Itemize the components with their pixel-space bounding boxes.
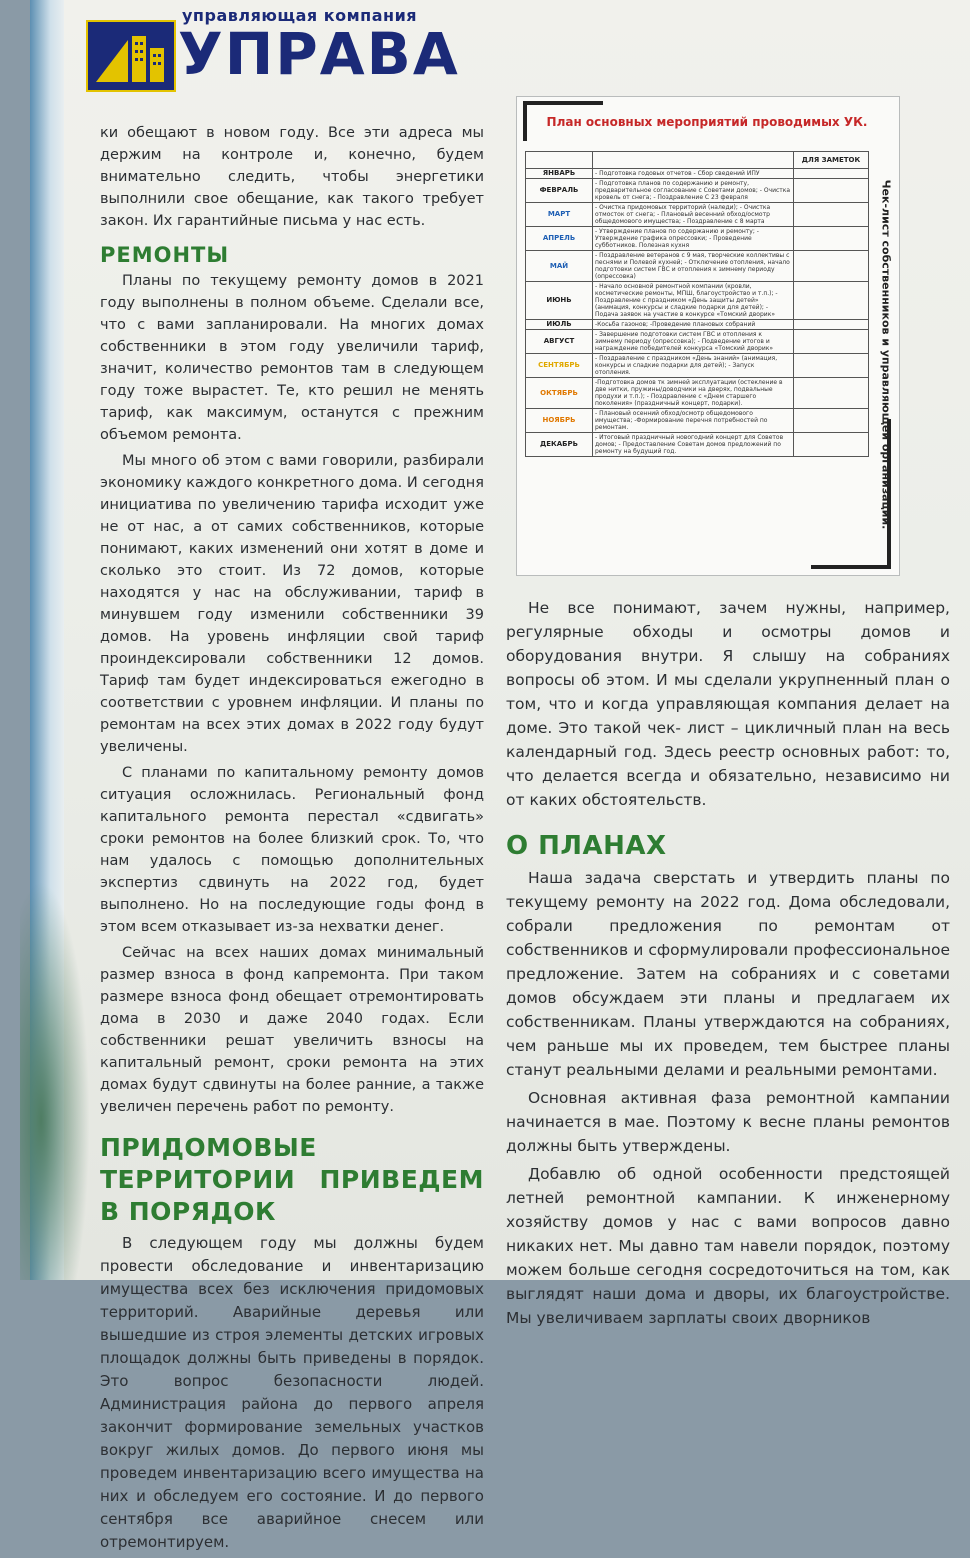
activity-cell: -Подготовка домов тк зимней эксплуатации (остекление в две нитки, пружины/доводчики на дверях, подвальные продухи и т.п.); - Поздравление с «Днем старшего поколения» (праздничный концерт, подарки). (593, 378, 794, 409)
notes-cell (794, 179, 869, 203)
notes-cell (794, 409, 869, 433)
paragraph: Мы много об этом с вами говорили, разбирали экономику каждого конкретного дома. И сегодня инициатива по увеличению тарифа исходит уже не от нас, а от самих собственников, которые понимают, каких изменений они хотят в доме и сколько это стоит. Из 72 домов, которые находятся у нас на обслуживании, тариф в минувшем году изменили собственники 39 домов. На уровень инфляции свой тариф проиндексировали собственники 12 домов. Тариф там будет индексироваться ежегодно в соответствии с уровнем инфляции. И планы по ремонтам на всех этих домах в 2022 году будут увеличены. (100, 453, 484, 755)
notes-cell (794, 203, 869, 227)
table-header-row (526, 152, 869, 169)
table-row (526, 282, 869, 320)
magazine-page (30, 0, 970, 1551)
notes-cell (794, 251, 869, 282)
notes-cell (794, 320, 869, 330)
activity-cell: - Завершение подготовки систем ГВС и отопления к зимнему периоду (опрессовка); - Подведение итогов и награждение победителей конкурса «Томский дворик» (593, 330, 794, 354)
notes-cell (794, 354, 869, 378)
activity-cell: - Поздравление ветеранов с 9 мая, творческие коллективы с песнями и Полевой кухней; - Отключение отопления, начало подготовки систем ГВС и отопления к зимнему периоду (опрессовка) (593, 251, 794, 282)
month-cell: ЯНВАРЬ (526, 169, 593, 179)
activity-cell: - Поздравление с праздником «День знаний» (анимация, конкурсы и сладкие подарки для детей); - Запуск отопления. (593, 354, 794, 378)
paragraph: Добавлю об одной особенности предстоящей летней ремонтной кампании. К инженерному хозяйству домов у нас с вами вопросов давно никаких нет. Мы давно там навели порядок, поэтому можем больше сегодня сосредоточиться на том, как выглядят наши дома и дворы, их благоустройстве. Мы увеличиваем зарплаты своих дворников (506, 1165, 950, 1327)
table-row (526, 354, 869, 378)
month-cell: МАРТ (526, 203, 593, 227)
month-header (526, 152, 593, 169)
paragraph: Не все понимают, зачем нужны, например, регулярные обходы и осмотры домов и оборудования внутри. Я слышу на собраниях вопросы об этом. И мы сделали укрупненный план о том, что и когда управляющая компания делает на доме. Это такой чек- лист – цикличный план на весь календарный год. Здесь реестр основных работ: то, что делается всегда и обязательно, независимо ни от каких обстоятельств. (506, 599, 950, 809)
logo-title: УПРАВА (178, 20, 460, 88)
month-cell: СЕНТЯБРЬ (526, 354, 593, 378)
month-cell: ИЮЛЬ (526, 320, 593, 330)
month-cell: МАЙ (526, 251, 593, 282)
notes-cell (794, 330, 869, 354)
month-cell: ДЕКАБРЬ (526, 433, 593, 457)
building-emblem-icon (86, 20, 176, 92)
activity-cell: - Утверждение планов по содержанию и ремонту; - Утверждение графика опрессовки; - Проведение субботников. Полезная кухня (593, 227, 794, 251)
plan-title: План основных мероприятий проводимых УК. (546, 115, 868, 129)
table-row (526, 203, 869, 227)
paragraph: В следующем году мы должны будем провести обследование и инвентаризацию имущества всех без исключения придомовых территорий. Аварийные деревья или вышедшие из строя элементы детских игровых площадок должны быть приведены в порядок. Это вопрос безопасности людей. Администрация района до первого апреля закончит формирование земельных участков вокруг жилых домов. До первого июня мы проведем инвентаризацию всего имущества на них и обследуем его состояние. И до первого сентября все аварийное снесем или отремонтируем. (100, 1234, 484, 1551)
paragraph: Основная активная фаза ремонтной кампании начинается в мае. Поэтому к весне планы ремонтов должны быть утверждены. (506, 1089, 950, 1155)
activity-cell: - Очистка придомовых территорий (наледи); - Очистка отмосток от снега; - Плановый весенний обход/осмотр общедомового имущества; - Поздравление с 8 марта (593, 203, 794, 227)
notes-header: ДЛЯ ЗАМЕТОК (794, 152, 869, 169)
activity-cell: - Подготовка планов по содержанию и ремонту, предварительное согласование с Советами домов; - Очистка кровель от снега; - Поздравление С 23 февраля (593, 179, 794, 203)
paragraph: Сейчас на всех наших домах минимальный размер взноса в фонд капремонта. При таком размере взноса фонд обещает отремонтировать дома в 2030 и даже 2040 годах. Если собственники решат увеличить взносы на капитальный ремонт, сроки ремонта на этих домах будут сдвинуты на более ранние, а также увеличен перечень работ по ремонту. (100, 945, 484, 1115)
table-row (526, 330, 869, 354)
activity-cell: - Подготовка годовых отчетов - Сбор сведений ИПУ (593, 169, 794, 179)
table-row (526, 227, 869, 251)
activity-cell: - Итоговый праздничный новогодний концерт для Советов домов; - Предоставление Советам домов предложений по ремонту на будущий год. (593, 433, 794, 457)
notes-cell (794, 378, 869, 409)
plan-table (525, 151, 869, 457)
paragraph: С планами по капитальному ремонту домов ситуация осложнилась. Региональный фонд капитального ремонта перестал «сдвигать» сроки ремонтов на более близкий срок. То, что нам удалось с помощью дополнительных экспертиз сдвинуть на 2022 год, будет выполнено. Но на последующие годы фонд в этом всем отказывает из-за нехватки денег. (100, 765, 484, 935)
activity-cell: - Начало основной ремонтной компании (кровли, косметические ремонты, МПШ, благоустройство и т.п.); - Поздравление с праздником «День защиты детей» (анимация, конкурсы и сладкие подарки для детей); - Подача заявок на участие в конкурсе «Томский дворик» (593, 282, 794, 320)
notes-cell (794, 282, 869, 320)
activity-cell: -Косьба газонов; -Проведение плановых собраний (593, 320, 794, 330)
plan-checklist-box (516, 96, 900, 576)
month-cell: АПРЕЛЬ (526, 227, 593, 251)
paragraph: Наша задача сверстать и утвердить планы по текущему ремонту на 2022 год. Дома обследовали, собрали предложения по ремонтам от собственников и сформулировали профессиональное предложение. Затем на собраниях и с советами домов обсуждаем эти планы и предлагаем их собственникам. Планы утверждаются на собраниях, чем раньше мы их проведем, тем быстрее планы станут реальными делами и реальными ремонтами. (506, 869, 950, 1079)
month-cell: ФЕВРАЛЬ (526, 179, 593, 203)
company-logo (86, 6, 460, 92)
paragraph: Планы по текущему ремонту домов в 2021 году выполнены в полном объеме. Сделали все, что с вами запланировали. На многих домах собственники в этом году увеличили тариф, значит, количество ремонтов там в следующем году тоже вырастет. Те, кто решил не менять тариф, как максимум, останутся с прежним объемом ремонта. (100, 273, 484, 443)
table-row (526, 251, 869, 282)
section-heading-plans: О ПЛАНАХ (506, 831, 667, 861)
section-heading-repairs: РЕМОНТЫ (100, 243, 230, 267)
month-cell: ОКТЯБРЬ (526, 378, 593, 409)
month-cell: ИЮНЬ (526, 282, 593, 320)
plan-table-body (526, 169, 869, 457)
section-heading-territories: ПРИДОМОВЫЕ ТЕРРИТОРИИ ПРИВЕДЕМ В ПОРЯДОК (100, 1133, 484, 1226)
notes-cell (794, 227, 869, 251)
table-row (526, 169, 869, 179)
month-cell: АВГУСТ (526, 330, 593, 354)
table-row (526, 409, 869, 433)
table-row (526, 320, 869, 330)
notes-cell (794, 169, 869, 179)
logo-subtitle: управляющая компания (182, 6, 418, 25)
activity-cell: - Плановый осенний обход/осмотр общедомового имущества; -Формирование перечня потребностей по ремонтам. (593, 409, 794, 433)
frame-corner (523, 101, 603, 105)
table-row (526, 378, 869, 409)
side-label-text: Чек-лист собственников и управляющей организации. (879, 179, 893, 530)
table-row (526, 433, 869, 457)
intro-paragraph: ки обещают в новом году. Все эти адреса мы держим на контроле и, конечно, будем внимательно следить, чтобы энергетики выполнили свое обещание, как такого требует закон. Их гарантийные письма у нас есть. (100, 125, 484, 229)
left-column (100, 122, 484, 1558)
month-cell: НОЯБРЬ (526, 409, 593, 433)
fir-branch-decoration (20, 880, 90, 1280)
right-column (506, 596, 950, 1334)
notes-cell (794, 433, 869, 457)
activity-header (593, 152, 794, 169)
checklist-side-label (876, 148, 898, 568)
table-row (526, 179, 869, 203)
